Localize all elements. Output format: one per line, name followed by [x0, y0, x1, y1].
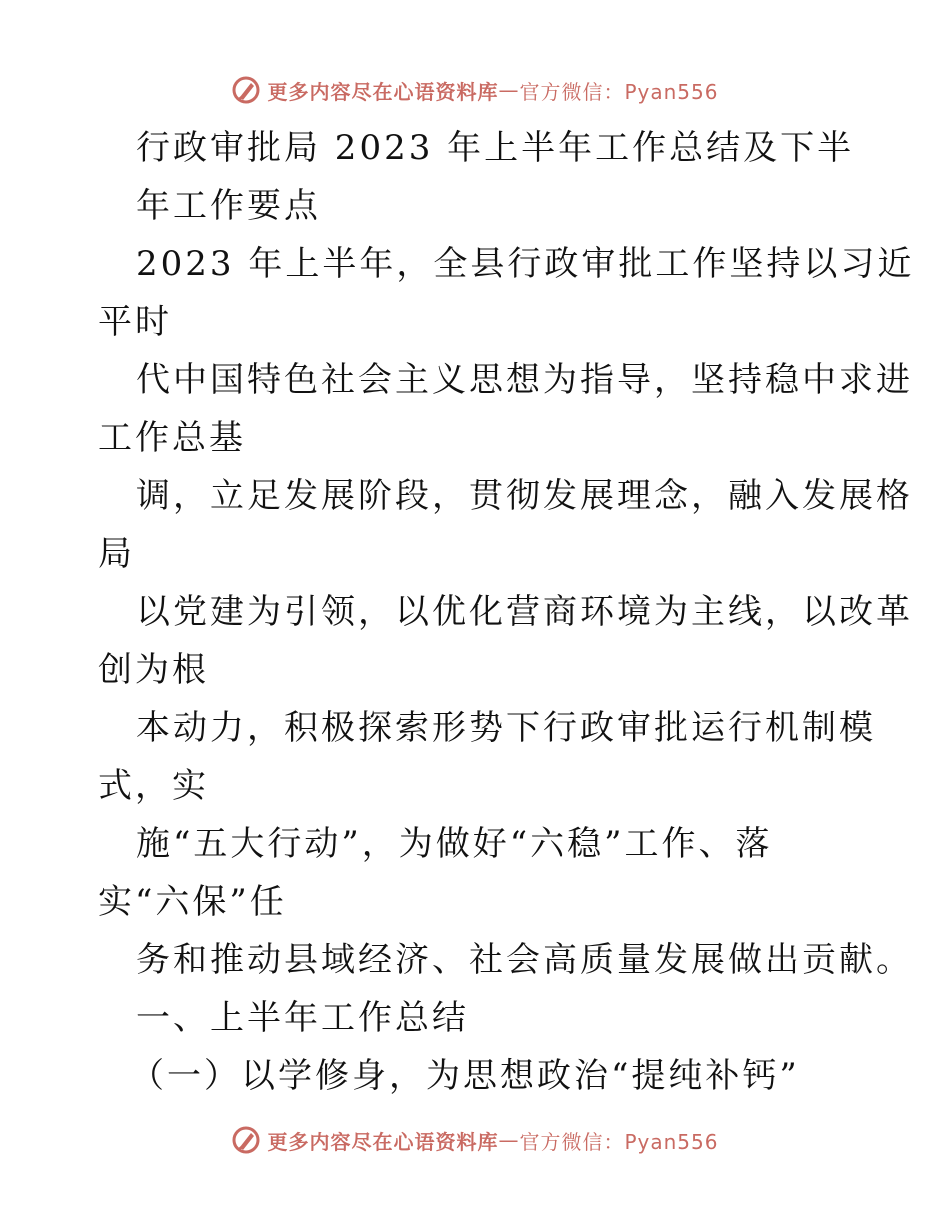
doc-body-line: 创为根 [98, 650, 209, 690]
doc-title-line-2: 年工作要点 [136, 186, 321, 226]
doc-body-line: 本动力，积极探索形势下行政审批运行机制模 [136, 708, 876, 748]
doc-body-line: 工作总基 [98, 418, 246, 458]
doc-body-line: 平时 [98, 302, 172, 342]
doc-body-line: 局 [98, 534, 135, 574]
doc-body-line: 2023 年上半年，全县行政审批工作坚持以习近 [136, 244, 915, 284]
doc-body-line: 实“六保”任 [98, 882, 287, 922]
watermark-separator: — [498, 1128, 520, 1152]
doc-body-line: 调，立足发展阶段，贯彻发展理念，融入发展格 [136, 476, 913, 516]
header-watermark [0, 70, 950, 110]
doc-body-line: 施“五大行动”，为做好“六稳”工作、落 [136, 824, 773, 864]
pen-circle-icon [231, 75, 261, 105]
watermark-main-text: 更多内容尽在心语资料库 [267, 1129, 499, 1154]
doc-section-heading: 一、上半年工作总结 [136, 998, 469, 1038]
pen-circle-icon [231, 1125, 261, 1155]
doc-subsection-heading: （一）以学修身，为思想政治“提纯补钙” [130, 1056, 800, 1096]
watermark-contact: 官方微信：Pyan556 [519, 79, 719, 104]
doc-body-line: 以党建为引领，以优化营商环境为主线，以改革 [136, 592, 913, 632]
watermark-contact: 官方微信：Pyan556 [519, 1129, 719, 1154]
footer-watermark [0, 1120, 950, 1160]
watermark-separator: — [498, 78, 520, 102]
doc-body-line: 代中国特色社会主义思想为指导，坚持稳中求进 [136, 360, 913, 400]
watermark-main-text: 更多内容尽在心语资料库 [267, 79, 499, 104]
doc-title-line-1: 行政审批局 2023 年上半年工作总结及下半 [136, 128, 855, 168]
doc-body-line: 式，实 [98, 766, 209, 806]
doc-body-line: 务和推动县域经济、社会高质量发展做出贡献。 [136, 940, 913, 980]
